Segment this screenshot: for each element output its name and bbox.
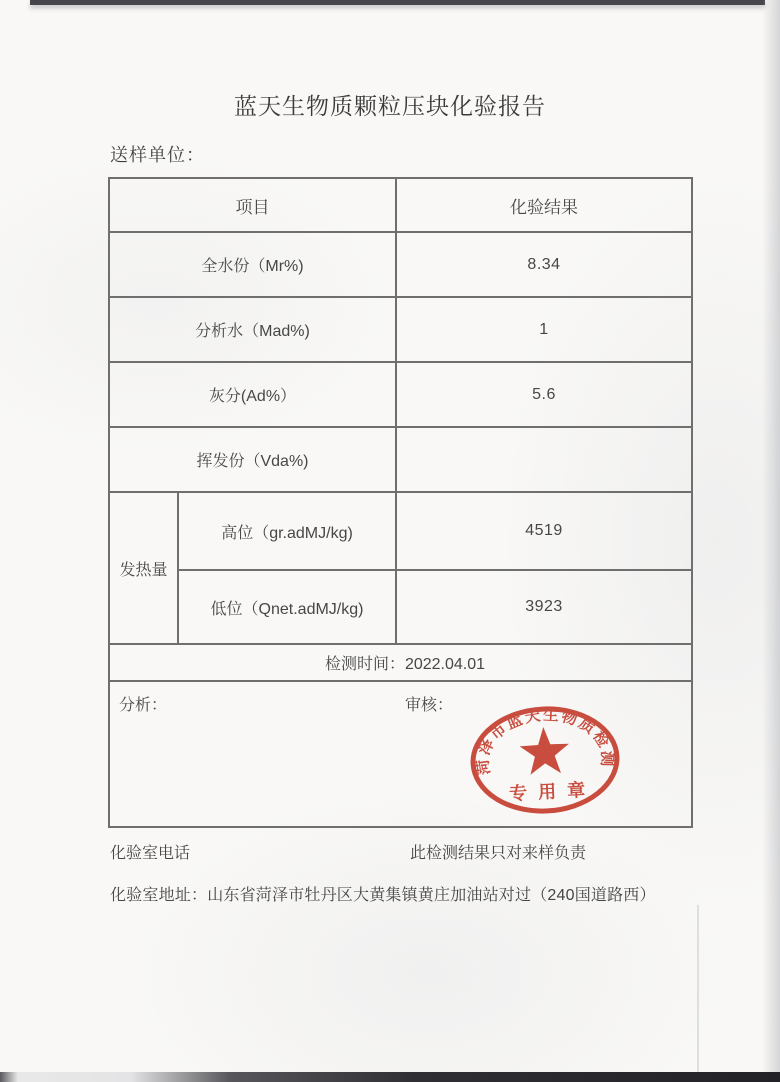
test-time-row xyxy=(109,644,692,681)
scan-edge-top xyxy=(30,0,765,5)
lab-address: 化验室地址：山东省菏泽市牡丹区大黄集镇黄庄加油站对过（240国道路西） xyxy=(110,887,656,904)
row-label-ash: 灰分(Ad%） xyxy=(109,362,396,427)
row-label-analysis-moisture: 分析水（Mad%) xyxy=(109,297,396,362)
report-title: 蓝天生物质颗粒压块化验报告 xyxy=(234,93,546,119)
sample-unit-label: 送样单位： xyxy=(110,145,205,165)
table-row xyxy=(109,427,692,492)
scan-edge-bottom xyxy=(0,1072,780,1082)
row-label-volatile: 挥发份（Vda%) xyxy=(109,427,396,492)
row-value-total-moisture: 8.34 xyxy=(396,232,692,297)
row-value-ash: 5.6 xyxy=(396,362,692,427)
table-row xyxy=(109,362,692,427)
paper-crease xyxy=(697,905,699,1072)
table-row xyxy=(109,297,692,362)
column-header-result: 化验结果 xyxy=(396,178,692,232)
table-row xyxy=(109,232,692,297)
table-row xyxy=(109,492,692,570)
row-value-volatile xyxy=(396,427,692,492)
company-seal-stamp xyxy=(457,696,633,825)
scan-shadow-right xyxy=(762,0,780,1082)
review-label: 审核： xyxy=(405,697,454,714)
row-label-total-moisture: 全水份（Mr%) xyxy=(109,232,396,297)
result-disclaimer: 此检测结果只对来样负责 xyxy=(410,845,587,862)
row-value-analysis-moisture: 1 xyxy=(396,297,692,362)
seal-bottom-text: 专用章 xyxy=(508,779,597,804)
column-header-item: 项目 xyxy=(109,178,396,232)
row-value-net-heat: 3923 xyxy=(396,570,692,644)
table-row xyxy=(109,570,692,644)
row-value-gross-heat: 4519 xyxy=(396,492,692,570)
row-label-net-heat: 低位（Qnet.adMJ/kg) xyxy=(178,570,396,644)
analysis-label: 分析： xyxy=(119,697,168,714)
row-label-gross-heat: 高位（gr.adMJ/kg) xyxy=(178,492,396,570)
lab-phone-label: 化验室电话 xyxy=(110,845,191,862)
calorific-group-label: 发热量 xyxy=(109,492,178,644)
seal-star-icon xyxy=(519,726,571,776)
table-header-row xyxy=(109,178,692,232)
seal-arc-text: 菏泽市蓝天生物质检测 xyxy=(474,706,616,776)
test-time: 检测时间：2022.04.01 xyxy=(109,644,692,681)
